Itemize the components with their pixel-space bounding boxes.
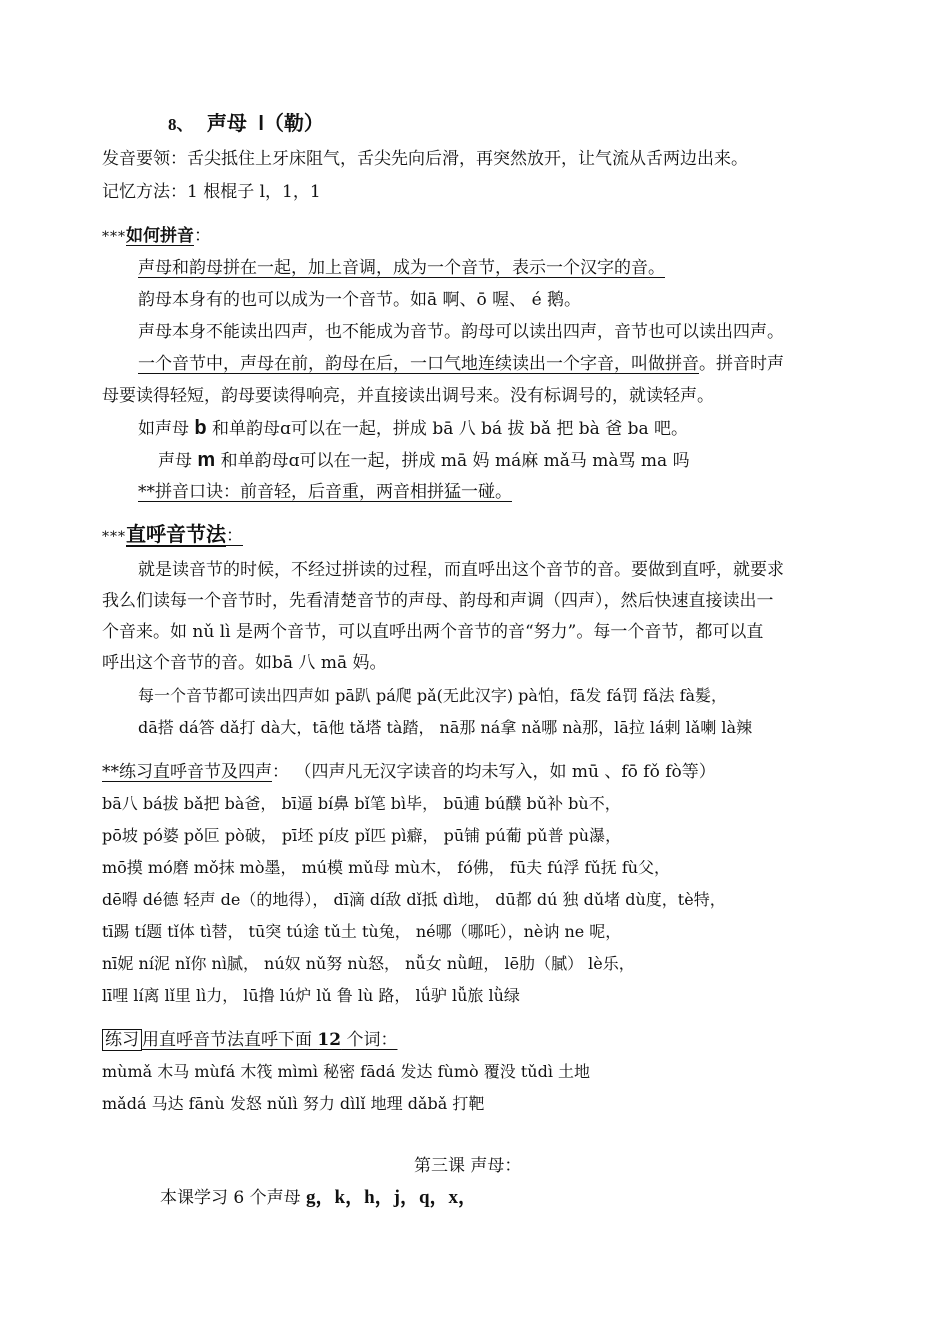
section-title: 声母 <box>206 111 247 135</box>
pinyin-rhyme-text: ：前音轻，后音重，两音相拼猛一碰。 <box>223 482 512 502</box>
direct-l1: 就是读音节的时候，不经过拼读的过程，而直呼出这个音节的音。要做到直呼，就要求 <box>138 560 784 580</box>
direct-title: 直呼音节法 <box>126 522 226 546</box>
practice-row: dē嘚 dé德 轻声 de（的地得）， dī滴 dí敌 dǐ抵 dì地， dū都 dú 独 dǔ堵 dù度，tè特， <box>102 890 726 909</box>
memory-text: 记忆方法：1 根棍子 l，1，1 <box>102 182 321 202</box>
practice-row: nī妮 ní泥 nǐ你 nì腻， nú奴 nǔ努 nù怒， nǚ女 nǜ衄， lē肋（膩） lè乐， <box>102 954 635 973</box>
exercise-boxed-label: 练习 <box>102 1029 142 1051</box>
howto-p6 <box>158 448 690 473</box>
section-paren: （勒） <box>263 111 324 135</box>
direct-l6: dā搭 dá答 dǎ打 dà大，tā他 tǎ塔 tà踏， nā那 ná拿 nǎ哪 nà那，lā拉 lá剌 lǎ喇 là辣 <box>138 718 753 737</box>
howto-p4 <box>138 352 784 376</box>
practice-row: lī哩 lí离 lǐ里 lì力， lū撸 lú炉 lǔ 鲁 lù 路， lǘ驴 lǚ旅 lǜ绿 <box>102 986 520 1005</box>
practice-row: tī踢 tí题 tǐ体 tì替， tū突 tú途 tǔ土 tù兔， né哪（哪吒），nè讷 ne 呢， <box>102 922 622 941</box>
pronunciation-text: 发音要领：舌尖抵住上牙床阻气，舌尖先向后滑，再突然放开，让气流从舌两边出来。 <box>102 149 748 169</box>
direct-l5: 每一个音节都可读出四声如 pā趴 pá爬 pǎ(无此汉字) pà怕，fā发 fá罚 fǎ法 fà髮， <box>138 686 728 705</box>
section-number: 8、 <box>168 115 194 134</box>
exercise-text: 用直呼音节法直呼下面 <box>142 1030 318 1050</box>
practice-title: **练习直呼音节及四声 <box>102 762 272 782</box>
practice-colon: ： <box>272 762 289 782</box>
practice-note: （四声凡无汉字读音的均未写入，如 mū 、fō fǒ fò等） <box>303 762 716 782</box>
exercise-heading <box>102 1028 397 1052</box>
pinyin-rhyme-title: **拼音口诀 <box>138 482 223 502</box>
direct-stars: *** <box>102 529 126 545</box>
howto-p2: 韵母本身有的也可以成为一个音节。如ā 啊、ō 喔、 é 鹅。 <box>138 290 582 310</box>
direct-heading <box>102 520 243 551</box>
direct-l2: 我么们读每一个音节时，先看清楚音节的声母、韵母和声调（四声），然后快速直接读出一 <box>102 591 774 611</box>
exercise-row-2: mǎdá 马达 fānù 发怒 nǔlì 努力 dìlǐ 地理 dǎbǎ 打靶 <box>102 1094 485 1113</box>
howto-title: 如何拼音 <box>126 226 194 246</box>
direct-l4: 呼出这个音节的音。如bā 八 mā 妈。 <box>102 653 387 673</box>
lesson3-intro <box>160 1186 477 1210</box>
lesson3-intro-text: 本课学习 6 个声母 <box>160 1188 307 1208</box>
practice-row: bā八 bá拔 bǎ把 bà爸， bī逼 bí鼻 bǐ笔 bì毕， bū逋 bú醭 bǔ补 bù不， <box>102 794 621 813</box>
howto-p5-prefix: 如声母 <box>138 419 195 439</box>
howto-colon: ： <box>194 226 211 246</box>
lesson3-letters: g，k，h，j，q，x， <box>306 1187 478 1208</box>
howto-p3: 声母本身不能读出四声，也不能成为音节。韵母可以读出四声，音节也可以读出四声。 <box>138 322 784 342</box>
section-letter: l <box>258 113 264 135</box>
howto-p5 <box>138 416 688 441</box>
practice-row: mō摸 mó磨 mǒ抹 mò墨， mú模 mǔ母 mù木， fó佛， fū夫 fú浮 fǔ抚 fù父， <box>102 858 671 877</box>
letter-b: b <box>194 417 207 439</box>
howto-p6-prefix: 声母 <box>158 451 198 471</box>
practice-row: pō坡 pó婆 pǒ叵 pò破， pī坯 pí皮 pǐ匹 pì癖， pū铺 pú葡 pǔ普 pù瀑， <box>102 826 622 845</box>
section-heading <box>168 111 324 137</box>
howto-p4-tail: 。拼音时声 <box>699 354 784 374</box>
direct-l3: 个音来。如 nǔ lì 是两个音节，可以直呼出两个音节的音“努力”。每一个音节，都可以直 <box>102 622 764 642</box>
exercise-row-1: mùmǎ 木马 mùfá 木筏 mìmì 秘密 fādá 发达 fùmò 覆没 tǔdì 土地 <box>102 1062 591 1081</box>
howto-stars: *** <box>102 229 126 245</box>
howto-p4c: 母要读得轻短，韵母要读得响亮，并直接读出调号来。没有标调号的，就读轻声。 <box>102 386 714 406</box>
lesson3-title: 第三课 声母： <box>414 1156 522 1176</box>
pinyin-rhyme <box>138 480 512 504</box>
howto-p4-underlined: 一个音节中，声母在前，韵母在后，一口气地连续读出一个字音，叫做拼音 <box>138 354 699 374</box>
exercise-tail: 个词： <box>341 1030 398 1050</box>
howto-p5-rest: 和单韵母ɑ可以在一起，拼成 bā 八 bá 拔 bǎ 把 bà 爸 ba 吧。 <box>206 419 689 439</box>
letter-m: m <box>197 449 216 471</box>
practice-heading <box>102 760 716 784</box>
exercise-count: 12 <box>317 1030 342 1050</box>
direct-colon: ： <box>226 526 243 546</box>
howto-p1: 声母和韵母拼在一起，加上音调，成为一个音节，表示一个汉字的音。 <box>138 258 665 278</box>
howto-heading <box>102 224 211 249</box>
howto-p6-rest: 和单韵母ɑ可以在一起，拼成 mā 妈 má麻 mǎ马 mà骂 ma 吗 <box>215 451 690 471</box>
